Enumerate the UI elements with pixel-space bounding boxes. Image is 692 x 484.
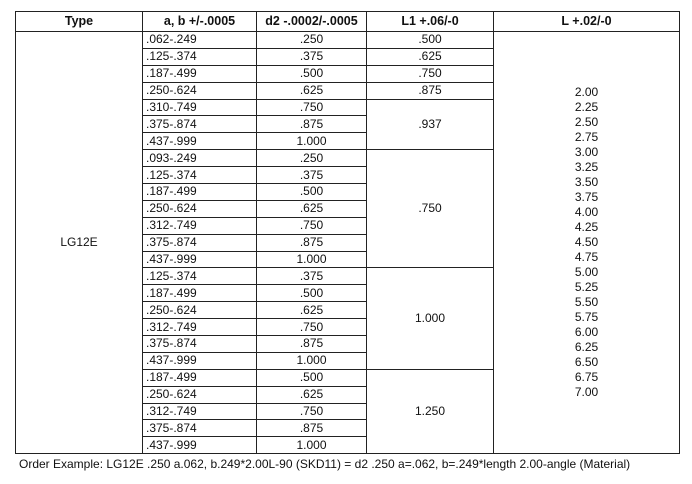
d2-cell: 1.000 xyxy=(257,437,367,454)
d2-cell: 1.000 xyxy=(257,352,367,369)
ab-cell: .187-.499 xyxy=(143,184,257,201)
l-value: 5.25 xyxy=(574,280,599,295)
d2-cell: .750 xyxy=(257,217,367,234)
ab-cell: .312-.749 xyxy=(143,403,257,420)
l-value: 7.00 xyxy=(574,385,599,400)
l-value: 4.75 xyxy=(574,250,599,265)
d2-cell: .625 xyxy=(257,302,367,319)
l-value: 4.25 xyxy=(574,220,599,235)
order-example-note: Order Example: LG12E .250 a.062, b.249*2.00L-90 (SKD11) = d2 .250 a=.062, b=.249*length 2.00-angle (Material) xyxy=(19,457,631,471)
l-value: 3.50 xyxy=(574,175,599,190)
d2-cell: 1.000 xyxy=(257,133,367,150)
d2-cell: .875 xyxy=(257,234,367,251)
header-row xyxy=(16,12,680,32)
l-value: 3.00 xyxy=(574,145,599,160)
header-d2: d2 -.0002/-.0005 xyxy=(257,12,367,32)
ab-cell: .375-.874 xyxy=(143,336,257,353)
d2-cell: .375 xyxy=(257,268,367,285)
l1-cell: .937 xyxy=(367,99,494,150)
l-value: 3.25 xyxy=(574,160,599,175)
d2-cell: .750 xyxy=(257,319,367,336)
l-value: 6.00 xyxy=(574,325,599,340)
l1-cell: .875 xyxy=(367,82,494,99)
l1-cell: 1.250 xyxy=(367,369,494,453)
ab-cell: .250-.624 xyxy=(143,386,257,403)
ab-cell: .437-.999 xyxy=(143,352,257,369)
l-value: 6.25 xyxy=(574,340,599,355)
l-values-cell xyxy=(494,32,680,454)
d2-cell: .875 xyxy=(257,336,367,353)
ab-cell: .310-.749 xyxy=(143,99,257,116)
ab-cell: .250-.624 xyxy=(143,200,257,217)
l-value: 6.75 xyxy=(574,370,599,385)
ab-cell: .125-.374 xyxy=(143,48,257,65)
l-value: 5.50 xyxy=(574,295,599,310)
ab-cell: .125-.374 xyxy=(143,268,257,285)
d2-cell: .875 xyxy=(257,116,367,133)
d2-cell: .500 xyxy=(257,65,367,82)
d2-cell: .500 xyxy=(257,285,367,302)
l1-cell: .750 xyxy=(367,65,494,82)
l-value: 2.75 xyxy=(574,130,599,145)
ab-cell: .375-.874 xyxy=(143,234,257,251)
table-header xyxy=(16,12,680,32)
l1-cell: 1.000 xyxy=(367,268,494,369)
d2-cell: .875 xyxy=(257,420,367,437)
l-value: 2.00 xyxy=(574,85,599,100)
d2-cell: .750 xyxy=(257,99,367,116)
ab-cell: .437-.999 xyxy=(143,437,257,454)
l-value: 4.50 xyxy=(574,235,599,250)
ab-cell: .312-.749 xyxy=(143,217,257,234)
l-value: 5.00 xyxy=(574,265,599,280)
l-value: 5.75 xyxy=(574,310,599,325)
d2-cell: .375 xyxy=(257,167,367,184)
l-value: 2.25 xyxy=(574,100,599,115)
l-value: 4.00 xyxy=(574,205,599,220)
ab-cell: .312-.749 xyxy=(143,319,257,336)
ab-cell: .437-.999 xyxy=(143,251,257,268)
ab-cell: .375-.874 xyxy=(143,116,257,133)
d2-cell: .250 xyxy=(257,150,367,167)
d2-cell: .500 xyxy=(257,369,367,386)
d2-cell: .625 xyxy=(257,386,367,403)
d2-cell: .375 xyxy=(257,48,367,65)
header-l1: L1 +.06/-0 xyxy=(367,12,494,32)
header-ab: a, b +/-.0005 xyxy=(143,12,257,32)
table-row xyxy=(16,32,680,49)
d2-cell: .625 xyxy=(257,82,367,99)
l-value: 2.50 xyxy=(574,115,599,130)
spec-table xyxy=(15,11,680,454)
l1-cell: .625 xyxy=(367,48,494,65)
ab-cell: .125-.374 xyxy=(143,167,257,184)
d2-cell: .250 xyxy=(257,32,367,49)
d2-cell: .500 xyxy=(257,184,367,201)
ab-cell: .437-.999 xyxy=(143,133,257,150)
l-value: 3.75 xyxy=(574,190,599,205)
ab-cell: .187-.499 xyxy=(143,65,257,82)
type-cell: LG12E xyxy=(16,32,143,454)
ab-cell: .093-.249 xyxy=(143,150,257,167)
l1-cell: .750 xyxy=(367,150,494,268)
d2-cell: .750 xyxy=(257,403,367,420)
d2-cell: .625 xyxy=(257,200,367,217)
ab-cell: .187-.499 xyxy=(143,285,257,302)
ab-cell: .250-.624 xyxy=(143,302,257,319)
l-value: 6.50 xyxy=(574,355,599,370)
ab-cell: .187-.499 xyxy=(143,369,257,386)
header-l: L +.02/-0 xyxy=(494,12,680,32)
ab-cell: .375-.874 xyxy=(143,420,257,437)
header-type: Type xyxy=(16,12,143,32)
ab-cell: .062-.249 xyxy=(143,32,257,49)
d2-cell: 1.000 xyxy=(257,251,367,268)
l1-cell: .500 xyxy=(367,32,494,49)
ab-cell: .250-.624 xyxy=(143,82,257,99)
table-body xyxy=(16,32,680,454)
